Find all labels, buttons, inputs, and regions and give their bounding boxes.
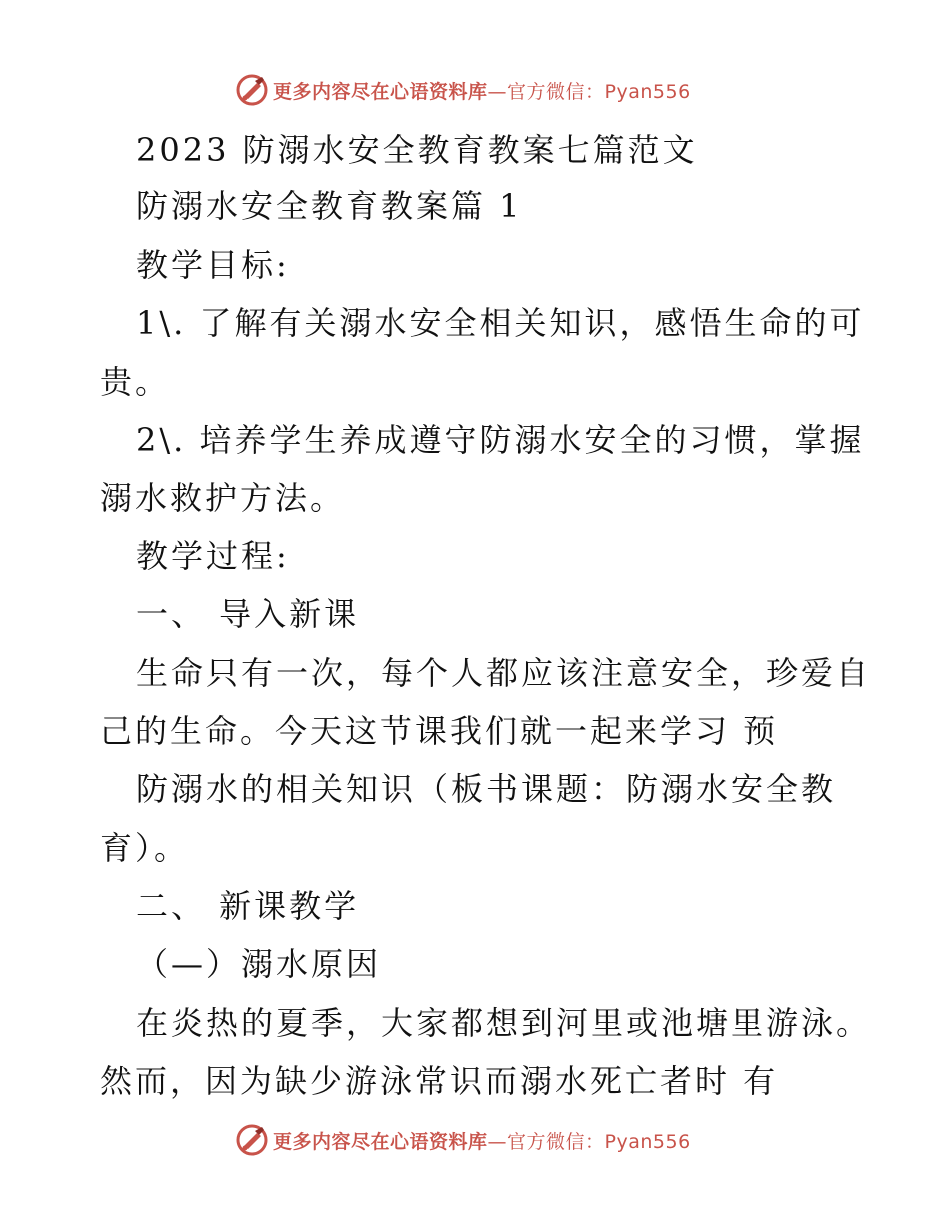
paragraph-line: 贵。: [100, 363, 171, 401]
watermark-text: 更多内容尽在心语资料库: [273, 1130, 488, 1153]
paragraph-line: 教学过程:: [136, 537, 290, 575]
paragraph-line: 2\. 培养学生养成遵守防溺水安全的习惯，掌握: [136, 421, 865, 459]
paragraph-line: （—）溺水原因: [136, 945, 382, 983]
brush-seal-logo-icon: [235, 73, 269, 107]
watermark-text: 更多内容尽在心语资料库: [273, 80, 488, 103]
paragraph-line: 二、 新课教学: [136, 887, 360, 925]
paragraph-line: 教学目标:: [136, 246, 290, 284]
paragraph-line: 在炎热的夏季，大家都想到河里或池塘里游泳。: [136, 1004, 872, 1042]
paragraph-line: 然而，因为缺少游泳常识而溺水死亡者时 有: [100, 1062, 779, 1100]
paragraph-line: 己的生命。今天这节课我们就一起来学习 预: [100, 712, 779, 750]
watermark-contact: —官方微信：Pyan556: [487, 80, 691, 103]
section-heading: 防溺水安全教育教案篇 1: [136, 187, 523, 225]
brush-seal-logo-icon: [235, 1123, 269, 1157]
paragraph-line: 溺水救护方法。: [100, 479, 346, 517]
paragraph-line: 1\. 了解有关溺水安全相关知识，感悟生命的可: [136, 304, 865, 342]
paragraph-line: 生命只有一次，每个人都应该注意安全，珍爱自: [136, 654, 872, 692]
footer-watermark: [235, 1120, 691, 1160]
paragraph-line: 育）。: [100, 829, 190, 867]
header-watermark: [235, 70, 691, 110]
paragraph-line: 防溺水的相关知识（板书课题：防溺水安全教: [136, 770, 837, 808]
document-title: 2023 防溺水安全教育教案七篇范文: [136, 131, 698, 169]
paragraph-line: 一、 导入新课: [136, 595, 360, 633]
watermark-contact: —官方微信：Pyan556: [487, 1130, 691, 1153]
